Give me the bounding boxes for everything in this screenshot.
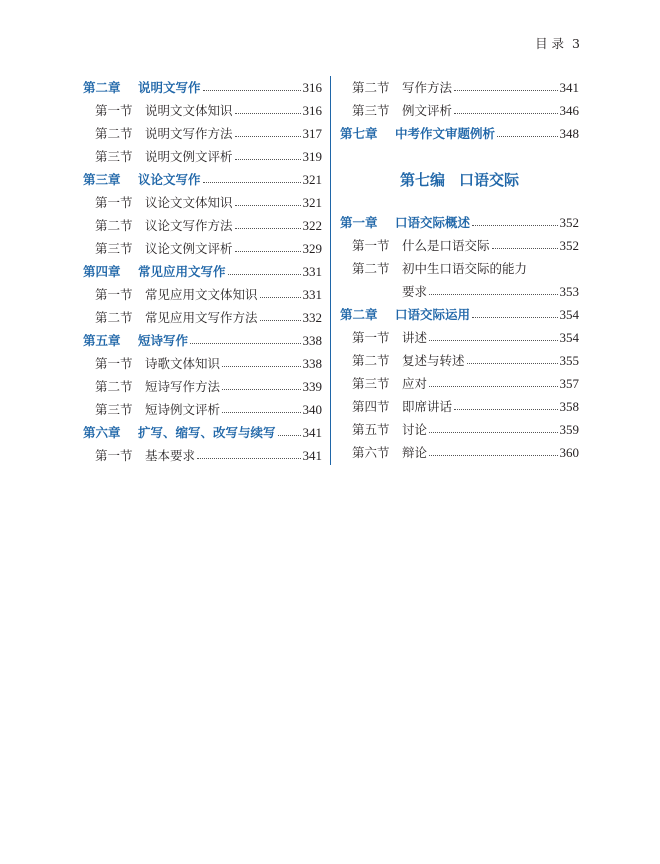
- entry-page-number: 319: [302, 149, 322, 164]
- dot-leader: [429, 340, 557, 341]
- entry-label: 第七章: [340, 126, 378, 141]
- entry-page-number: 338: [302, 333, 322, 348]
- entry-label: 第二节: [352, 261, 390, 276]
- toc-left-column: [83, 76, 322, 467]
- toc-chapter-entry[interactable]: [83, 421, 322, 444]
- dot-leader: [190, 343, 300, 344]
- column-divider: [330, 76, 331, 465]
- entry-label: 第二节: [352, 80, 390, 95]
- entry-page-number: 332: [302, 310, 322, 325]
- entry-label: 第二节: [95, 310, 133, 325]
- entry-label: 第一节: [95, 448, 133, 463]
- toc-section-entry[interactable]: [340, 257, 579, 280]
- toc-section-entry[interactable]: [340, 76, 579, 99]
- entry-title: 短诗写作方法: [145, 379, 221, 394]
- entry-label: 第三节: [95, 149, 133, 164]
- dot-leader: [235, 113, 301, 114]
- toc-chapter-entry[interactable]: [340, 303, 579, 326]
- entry-label: 第二节: [95, 218, 133, 233]
- toc-section-entry[interactable]: [340, 280, 579, 303]
- dot-leader: [222, 412, 300, 413]
- part-heading: [340, 157, 579, 203]
- entry-label: 第五章: [83, 333, 121, 348]
- toc-section-entry[interactable]: [340, 234, 579, 257]
- dot-leader: [492, 248, 558, 249]
- dot-leader: [235, 205, 301, 206]
- entry-page-number: 348: [559, 126, 579, 141]
- entry-title: 辩论: [402, 445, 428, 460]
- entry-title: 写作方法: [402, 80, 453, 95]
- entry-label: 第一节: [95, 103, 133, 118]
- dot-leader: [235, 136, 301, 137]
- dot-leader: [222, 366, 300, 367]
- entry-page-number: 360: [559, 445, 579, 460]
- toc-section-entry[interactable]: [83, 375, 322, 398]
- entry-title: 什么是口语交际: [402, 238, 490, 253]
- entry-page-number: 341: [302, 425, 322, 440]
- entry-title: 要求: [402, 284, 428, 299]
- entry-page-number: 354: [559, 307, 579, 322]
- entry-label: 第三节: [352, 376, 390, 391]
- entry-title: 常见应用文写作: [138, 264, 226, 279]
- dot-leader: [222, 389, 300, 390]
- entry-label: 第二节: [95, 126, 133, 141]
- toc-section-entry[interactable]: [83, 283, 322, 306]
- dot-leader: [278, 435, 301, 436]
- toc-section-entry[interactable]: [83, 237, 322, 260]
- dot-leader: [429, 386, 557, 387]
- dot-leader: [235, 251, 301, 252]
- dot-leader: [197, 458, 300, 459]
- entry-title: 常见应用文写作方法: [145, 310, 258, 325]
- entry-label: 第二章: [340, 307, 378, 322]
- entry-label: 第一章: [340, 215, 378, 230]
- entry-title: 说明文写作方法: [145, 126, 233, 141]
- entry-title: 口语交际运用: [395, 307, 471, 322]
- entry-title: 讲述: [402, 330, 428, 345]
- toc-section-entry[interactable]: [83, 122, 322, 145]
- entry-label: 第二节: [352, 353, 390, 368]
- toc-right-column: [340, 76, 579, 464]
- part-label: 第七编: [399, 171, 445, 189]
- entry-label: 第四章: [83, 264, 121, 279]
- entry-page-number: 316: [302, 103, 322, 118]
- entry-title: 议论文文体知识: [145, 195, 233, 210]
- dot-leader: [497, 136, 557, 137]
- entry-title: 初中生口语交际的能力: [402, 261, 528, 276]
- entry-page-number: 358: [559, 399, 579, 414]
- entry-page-number: 341: [302, 448, 322, 463]
- dot-leader: [235, 228, 301, 229]
- toc-chapter-entry[interactable]: [83, 260, 322, 283]
- entry-page-number: 355: [559, 353, 579, 368]
- toc-section-entry[interactable]: [340, 372, 579, 395]
- toc-chapter-entry[interactable]: [83, 76, 322, 99]
- entry-label: 第三章: [83, 172, 121, 187]
- entry-title: 常见应用文文体知识: [145, 287, 258, 302]
- entry-label: 第六章: [83, 425, 121, 440]
- entry-label: 第一节: [352, 330, 390, 345]
- toc-section-entry[interactable]: [340, 99, 579, 122]
- entry-page-number: 338: [302, 356, 322, 371]
- dot-leader: [472, 317, 557, 318]
- toc-section-entry[interactable]: [340, 395, 579, 418]
- entry-label: 第三节: [95, 402, 133, 417]
- dot-leader: [260, 297, 301, 298]
- entry-page-number: 354: [559, 330, 579, 345]
- dot-leader: [260, 320, 301, 321]
- dot-leader: [454, 113, 557, 114]
- entry-page-number: 321: [302, 172, 322, 187]
- dot-leader: [472, 225, 557, 226]
- part-title: 口语交际: [459, 171, 520, 189]
- entry-title: 即席讲话: [402, 399, 453, 414]
- toc-section-entry[interactable]: [83, 352, 322, 375]
- entry-title: 说明文文体知识: [145, 103, 233, 118]
- entry-label: 第二章: [83, 80, 121, 95]
- dot-leader: [429, 432, 557, 433]
- toc-section-entry[interactable]: [83, 398, 322, 421]
- entry-page-number: 339: [302, 379, 322, 394]
- dot-leader: [454, 90, 557, 91]
- entry-label: 第五节: [352, 422, 390, 437]
- entry-title: 中考作文审题例析: [395, 126, 496, 141]
- entry-title: 诗歌文体知识: [145, 356, 221, 371]
- entry-label: 第三节: [95, 241, 133, 256]
- entry-title: 基本要求: [145, 448, 196, 463]
- dot-leader: [203, 90, 301, 91]
- entry-label: 第二节: [95, 379, 133, 394]
- dot-leader: [454, 409, 557, 410]
- toc-section-entry[interactable]: [83, 99, 322, 122]
- entry-page-number: 329: [302, 241, 322, 256]
- toc-section-entry[interactable]: [340, 441, 579, 464]
- entry-title: 议论文写作: [138, 172, 201, 187]
- entry-title: 说明文写作: [138, 80, 201, 95]
- entry-label: 第一节: [95, 356, 133, 371]
- entry-title: 议论文写作方法: [145, 218, 233, 233]
- entry-page-number: 353: [559, 284, 579, 299]
- dot-leader: [467, 363, 558, 364]
- entry-title: 例文评析: [402, 103, 453, 118]
- entry-page-number: 316: [302, 80, 322, 95]
- entry-page-number: 346: [559, 103, 579, 118]
- entry-title: 讨论: [402, 422, 428, 437]
- entry-page-number: 352: [559, 215, 579, 230]
- entry-page-number: 341: [559, 80, 579, 95]
- entry-title: 议论文例文评析: [145, 241, 233, 256]
- entry-title: 口语交际概述: [395, 215, 471, 230]
- entry-label: 第一节: [95, 195, 133, 210]
- entry-page-number: 331: [302, 264, 322, 279]
- entry-label: 第六节: [352, 445, 390, 460]
- toc-section-entry[interactable]: [83, 214, 322, 237]
- entry-page-number: 359: [559, 422, 579, 437]
- dot-leader: [203, 182, 301, 183]
- header-page-number: 3: [572, 36, 580, 51]
- entry-label: 第一节: [352, 238, 390, 253]
- entry-page-number: 340: [302, 402, 322, 417]
- toc-section-entry[interactable]: [340, 326, 579, 349]
- toc-section-entry[interactable]: [83, 444, 322, 467]
- toc-section-entry[interactable]: [83, 145, 322, 168]
- entry-title: 说明文例文评析: [145, 149, 233, 164]
- dot-leader: [429, 455, 557, 456]
- toc-chapter-entry[interactable]: [340, 122, 579, 145]
- dot-leader: [235, 159, 301, 160]
- entry-page-number: 321: [302, 195, 322, 210]
- toc-section-entry[interactable]: [340, 418, 579, 441]
- entry-title: 短诗例文评析: [145, 402, 221, 417]
- entry-page-number: 317: [302, 126, 322, 141]
- toc-chapter-entry[interactable]: [83, 329, 322, 352]
- entry-title: 复述与转述: [402, 353, 465, 368]
- entry-label: 第四节: [352, 399, 390, 414]
- toc-section-entry[interactable]: [83, 191, 322, 214]
- entry-title: 应对: [402, 376, 428, 391]
- entry-label: 第一节: [95, 287, 133, 302]
- toc-chapter-entry[interactable]: [83, 168, 322, 191]
- entry-page-number: 322: [302, 218, 322, 233]
- dot-leader: [228, 274, 301, 275]
- toc-section-entry[interactable]: [340, 349, 579, 372]
- toc-section-entry[interactable]: [83, 306, 322, 329]
- entry-page-number: 331: [302, 287, 322, 302]
- toc-chapter-entry[interactable]: [340, 211, 579, 234]
- running-header: [535, 34, 580, 52]
- entry-page-number: 352: [559, 238, 579, 253]
- entry-label: 第三节: [352, 103, 390, 118]
- entry-title: 扩写、缩写、改写与续写: [138, 425, 276, 440]
- entry-title: 短诗写作: [138, 333, 189, 348]
- header-label: 目 录: [535, 36, 565, 51]
- dot-leader: [429, 294, 557, 295]
- entry-page-number: 357: [559, 376, 579, 391]
